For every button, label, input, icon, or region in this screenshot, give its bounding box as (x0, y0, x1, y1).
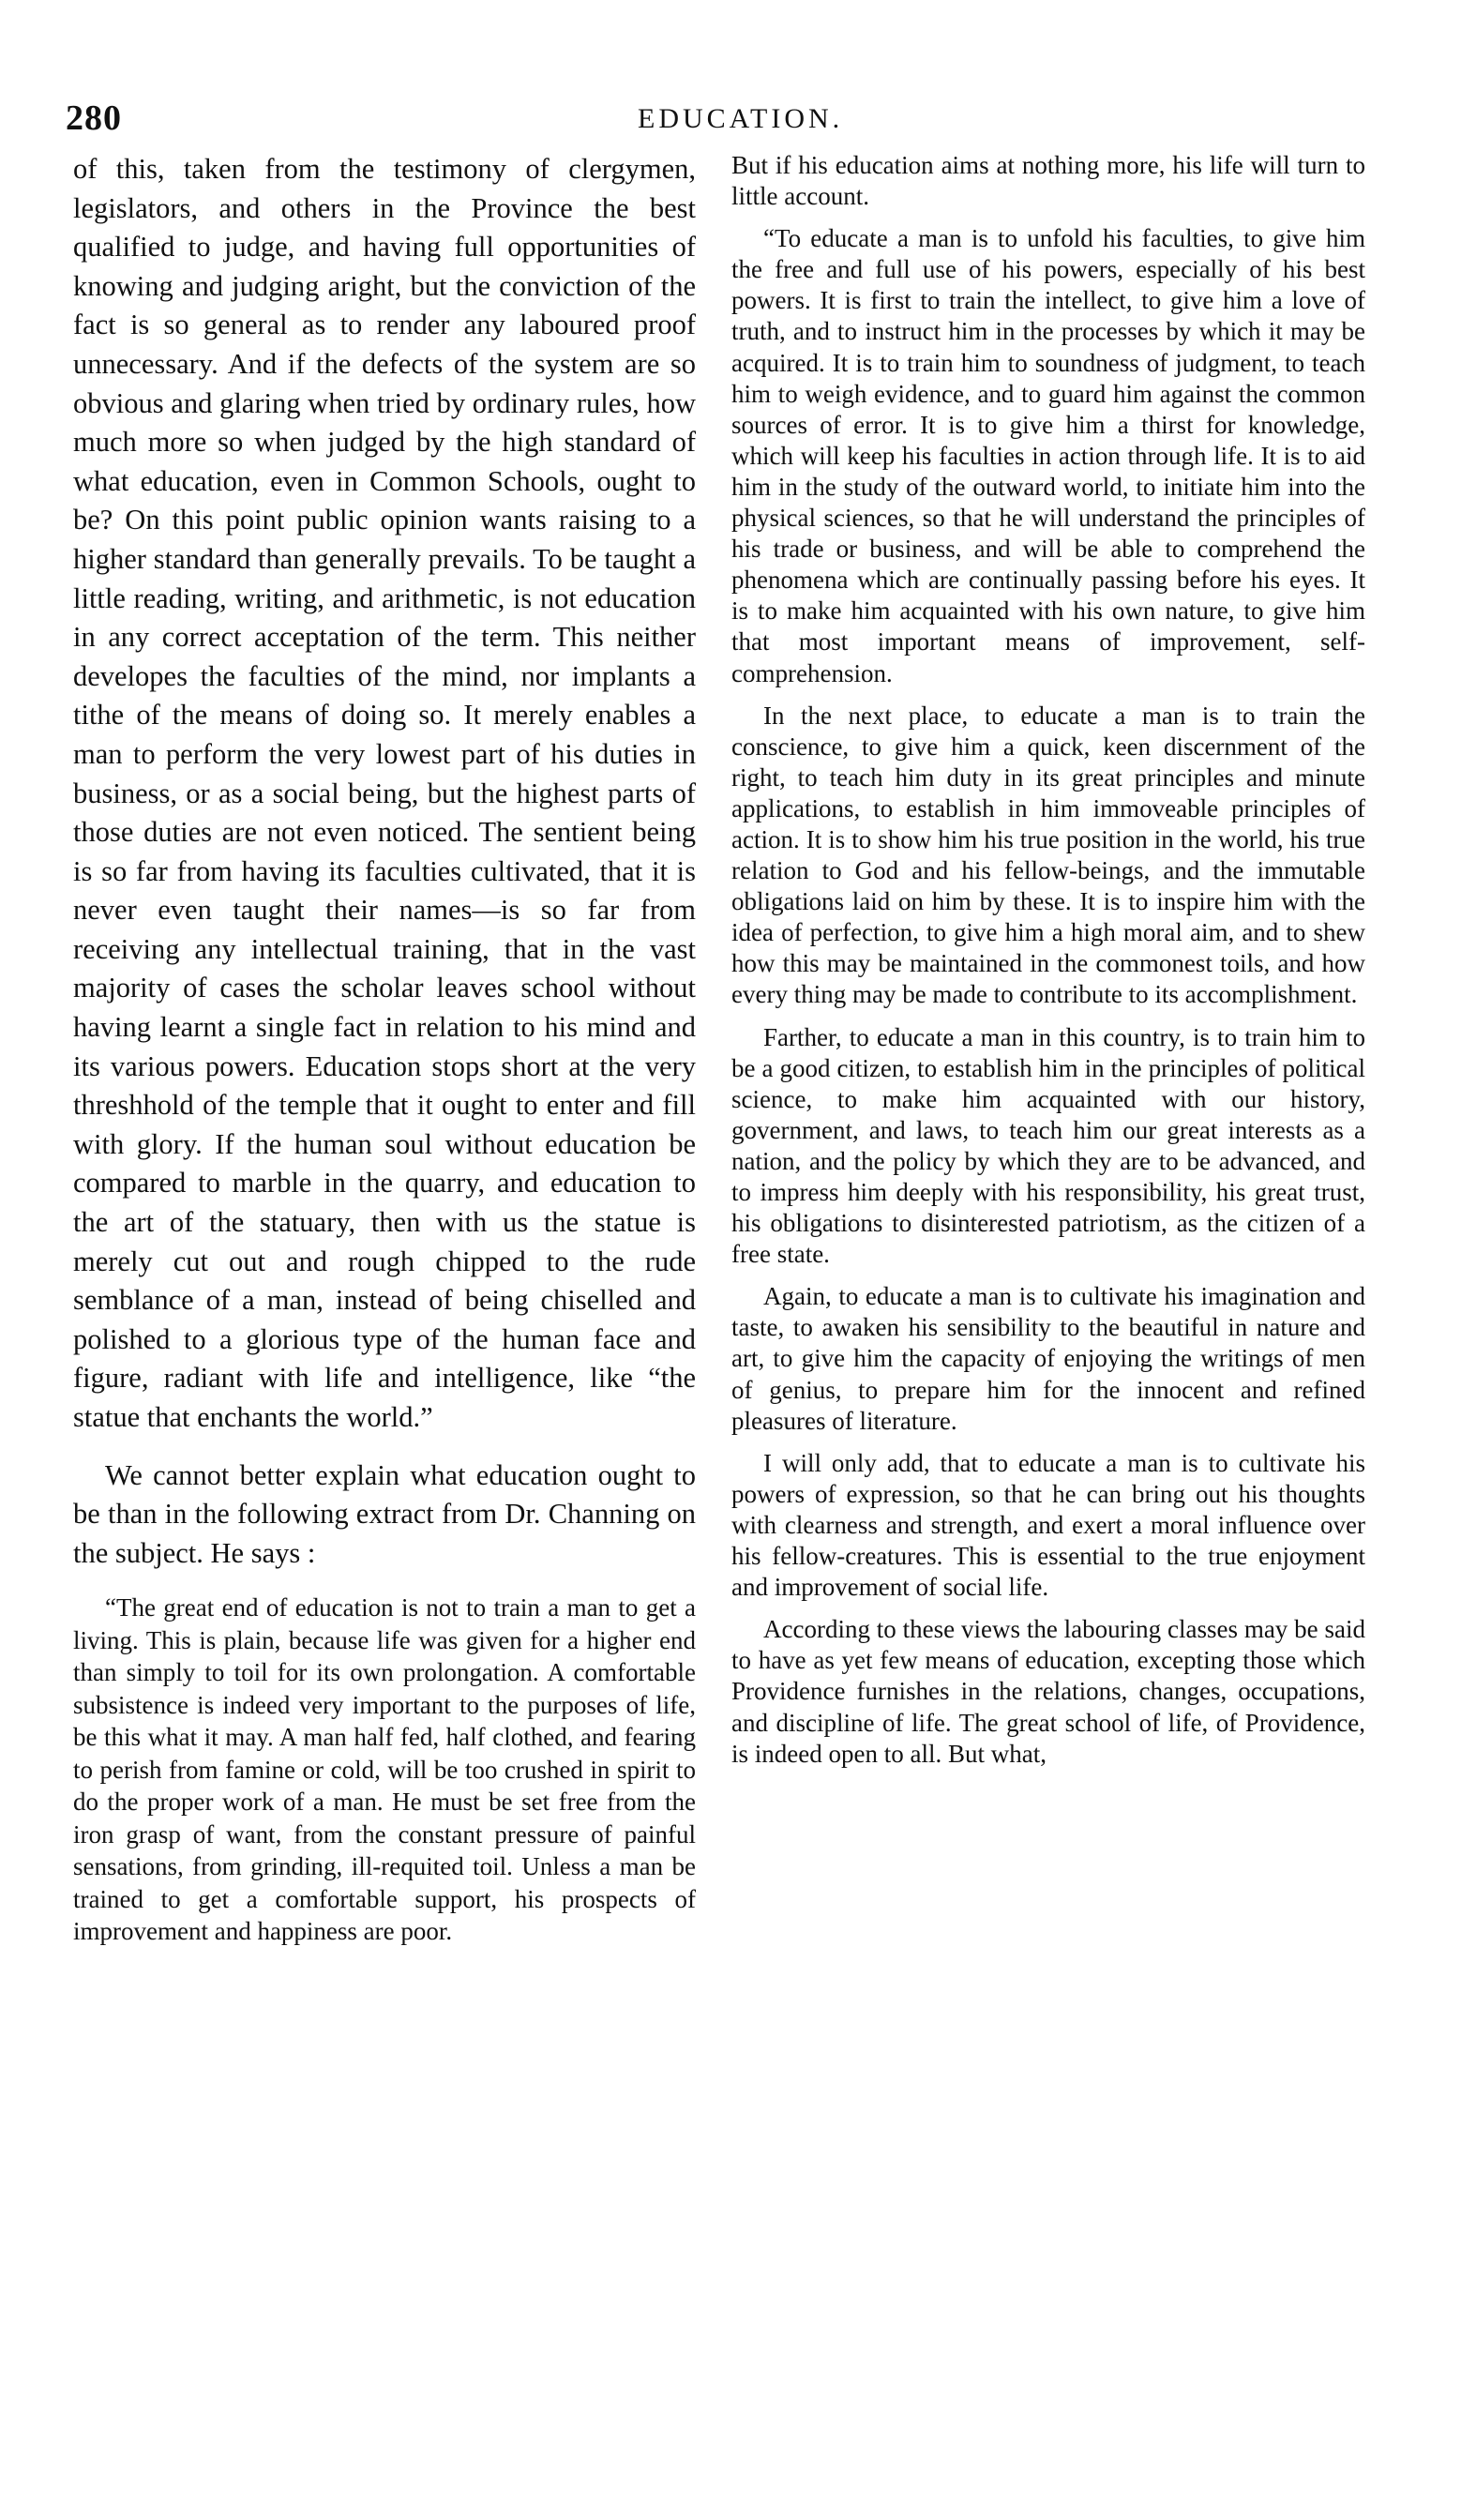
right-paragraph-6: I will only add, that to educate a man is to cultivate his powers of expression, so that he can bring out his thoughts with clearness and strength, and exert a moral influence over his fellow-creatures. This is essential to the true enjoyment and improvement of social life. (731, 1448, 1365, 1602)
page-number: 280 (66, 98, 122, 138)
running-title: EDUCATION. (638, 103, 844, 134)
right-paragraph-2: “To educate a man is to unfold his faculties, to give him the free and full use of his powers, especially of his best powers. It is first to train the intellect, to give him a love of truth, and to instruct him in the processes by which it may be acquired. It is to train him to soundness of judgment, to teach him to weigh evidence, and to guard him against the common sources of error. It is to give him a thirst for knowledge, which will keep his faculties in action through life. It is to aid him in the study of the outward world, to initiate him into the physical sciences, so that he will understand the principles of his trade or business, and will be able to comprehend the phenomena which are continually passing before his eyes. It is to make him acquainted with his own nature, to give him that most important means of improvement, self-comprehension. (731, 224, 1365, 687)
left-column (73, 150, 696, 1948)
right-paragraph-1: But if his education aims at nothing more, his life will turn to little account. (731, 151, 1365, 211)
right-paragraph-3: In the next place, to educate a man is to train the conscience, to give him a quick, keen discernment of the right, to teach him duty in its great principles and minute applications, to establish in him immoveable principles of action. It is to show him his true position in the world, his true relation to God and his fellow-beings, and the immutable obligations laid on him by these. It is to inspire him with the idea of perfection, to give him a high moral aim, and to shew how this may be maintained in the commonest toils, and how every thing may be made to contribute to its accomplishment. (731, 701, 1365, 1009)
left-paragraph-1: of this, taken from the testimony of clergymen, legislators, and others in the Province the best qualified to judge, and having full opportunities of knowing and judging aright, but the conviction of the fact is so general as to render any laboured proof unnecessary. And if the defects of the system are so obvious and glaring when tried by ordinary rules, how much more so when judged by the high standard of what education, even in Common Schools, ought to be? On this point public opinion wants raising to a higher standard than generally prevails. To be taught a little reading, writing, and arithmetic, is not education in any correct acceptation of the term. This neither developes the faculties of the mind, nor implants a tithe of the means of doing so. It merely enables a man to perform the very lowest part of his duties in business, or as a social being, but the highest parts of those duties are not even noticed. The sentient being is so far from having its faculties cultivated, that it is never even taught their names—is so far from receiving any intellectual training, that in the vast majority of cases the scholar leaves school without having learnt a single fact in relation to his mind and its various powers. Education stops short at the very threshhold of the temple that it ought to enter and fill with glory. If the human soul without education be compared to marble in the quarry, and education to the art of the statuary, then with us the statue is merely cut out and rough chipped to the rude semblance of a man, instead of being chiselled and polished to a glorious type of the human face and figure, radiant with life and intelligence, like “the statue that enchants the world.” (73, 153, 696, 1433)
right-paragraph-4: Farther, to educate a man in this country, is to train him to be a good citizen, to establish him in the principles of political science, to make him acquainted with our history, government, and laws, to teach him our great interests as a nation, and the policy by which they are to be advanced, and to impress him deeply with his responsibility, his great trust, his obligations to disinterested patriotism, as the citizen of a free state. (731, 1022, 1365, 1269)
left-paragraph-2: We cannot better explain what education ought to be than in the following extract from Dr. Channing on the subject. He says : (73, 1458, 696, 1569)
right-paragraph-5: Again, to educate a man is to cultivate his imagination and taste, to awaken his sensibility to the beautiful in nature and art, to give him the capacity of enjoying the writings of men of genius, to prepare him for the innocent and refined pleasures of literature. (731, 1282, 1365, 1435)
right-column (731, 150, 1365, 1770)
right-paragraph-7: According to these views the labouring classes may be said to have as yet few means of education, excepting those which Providence furnishes in the relations, changes, occupations, and discipline of life. The great school of life, of Providence, is indeed open to all. But what, (731, 1615, 1365, 1768)
page-header (66, 98, 1388, 144)
left-paragraph-3: “The great end of education is not to train a man to get a living. This is plain, because life was given for a higher end than simply to toil for its own prolongation. A comfortable subsistence is indeed very important to the purposes of life, be this what it may. A man half fed, half clothed, and fearing to perish from famine or cold, will be too crushed in spirit to do the proper work of a man. He must be set free from the iron grasp of want, from the constant pressure of painful sensations, from grinding, ill-requited toil. Unless a man be trained to get a comfortable support, his prospects of improvement and happiness are poor. (73, 1593, 696, 1946)
